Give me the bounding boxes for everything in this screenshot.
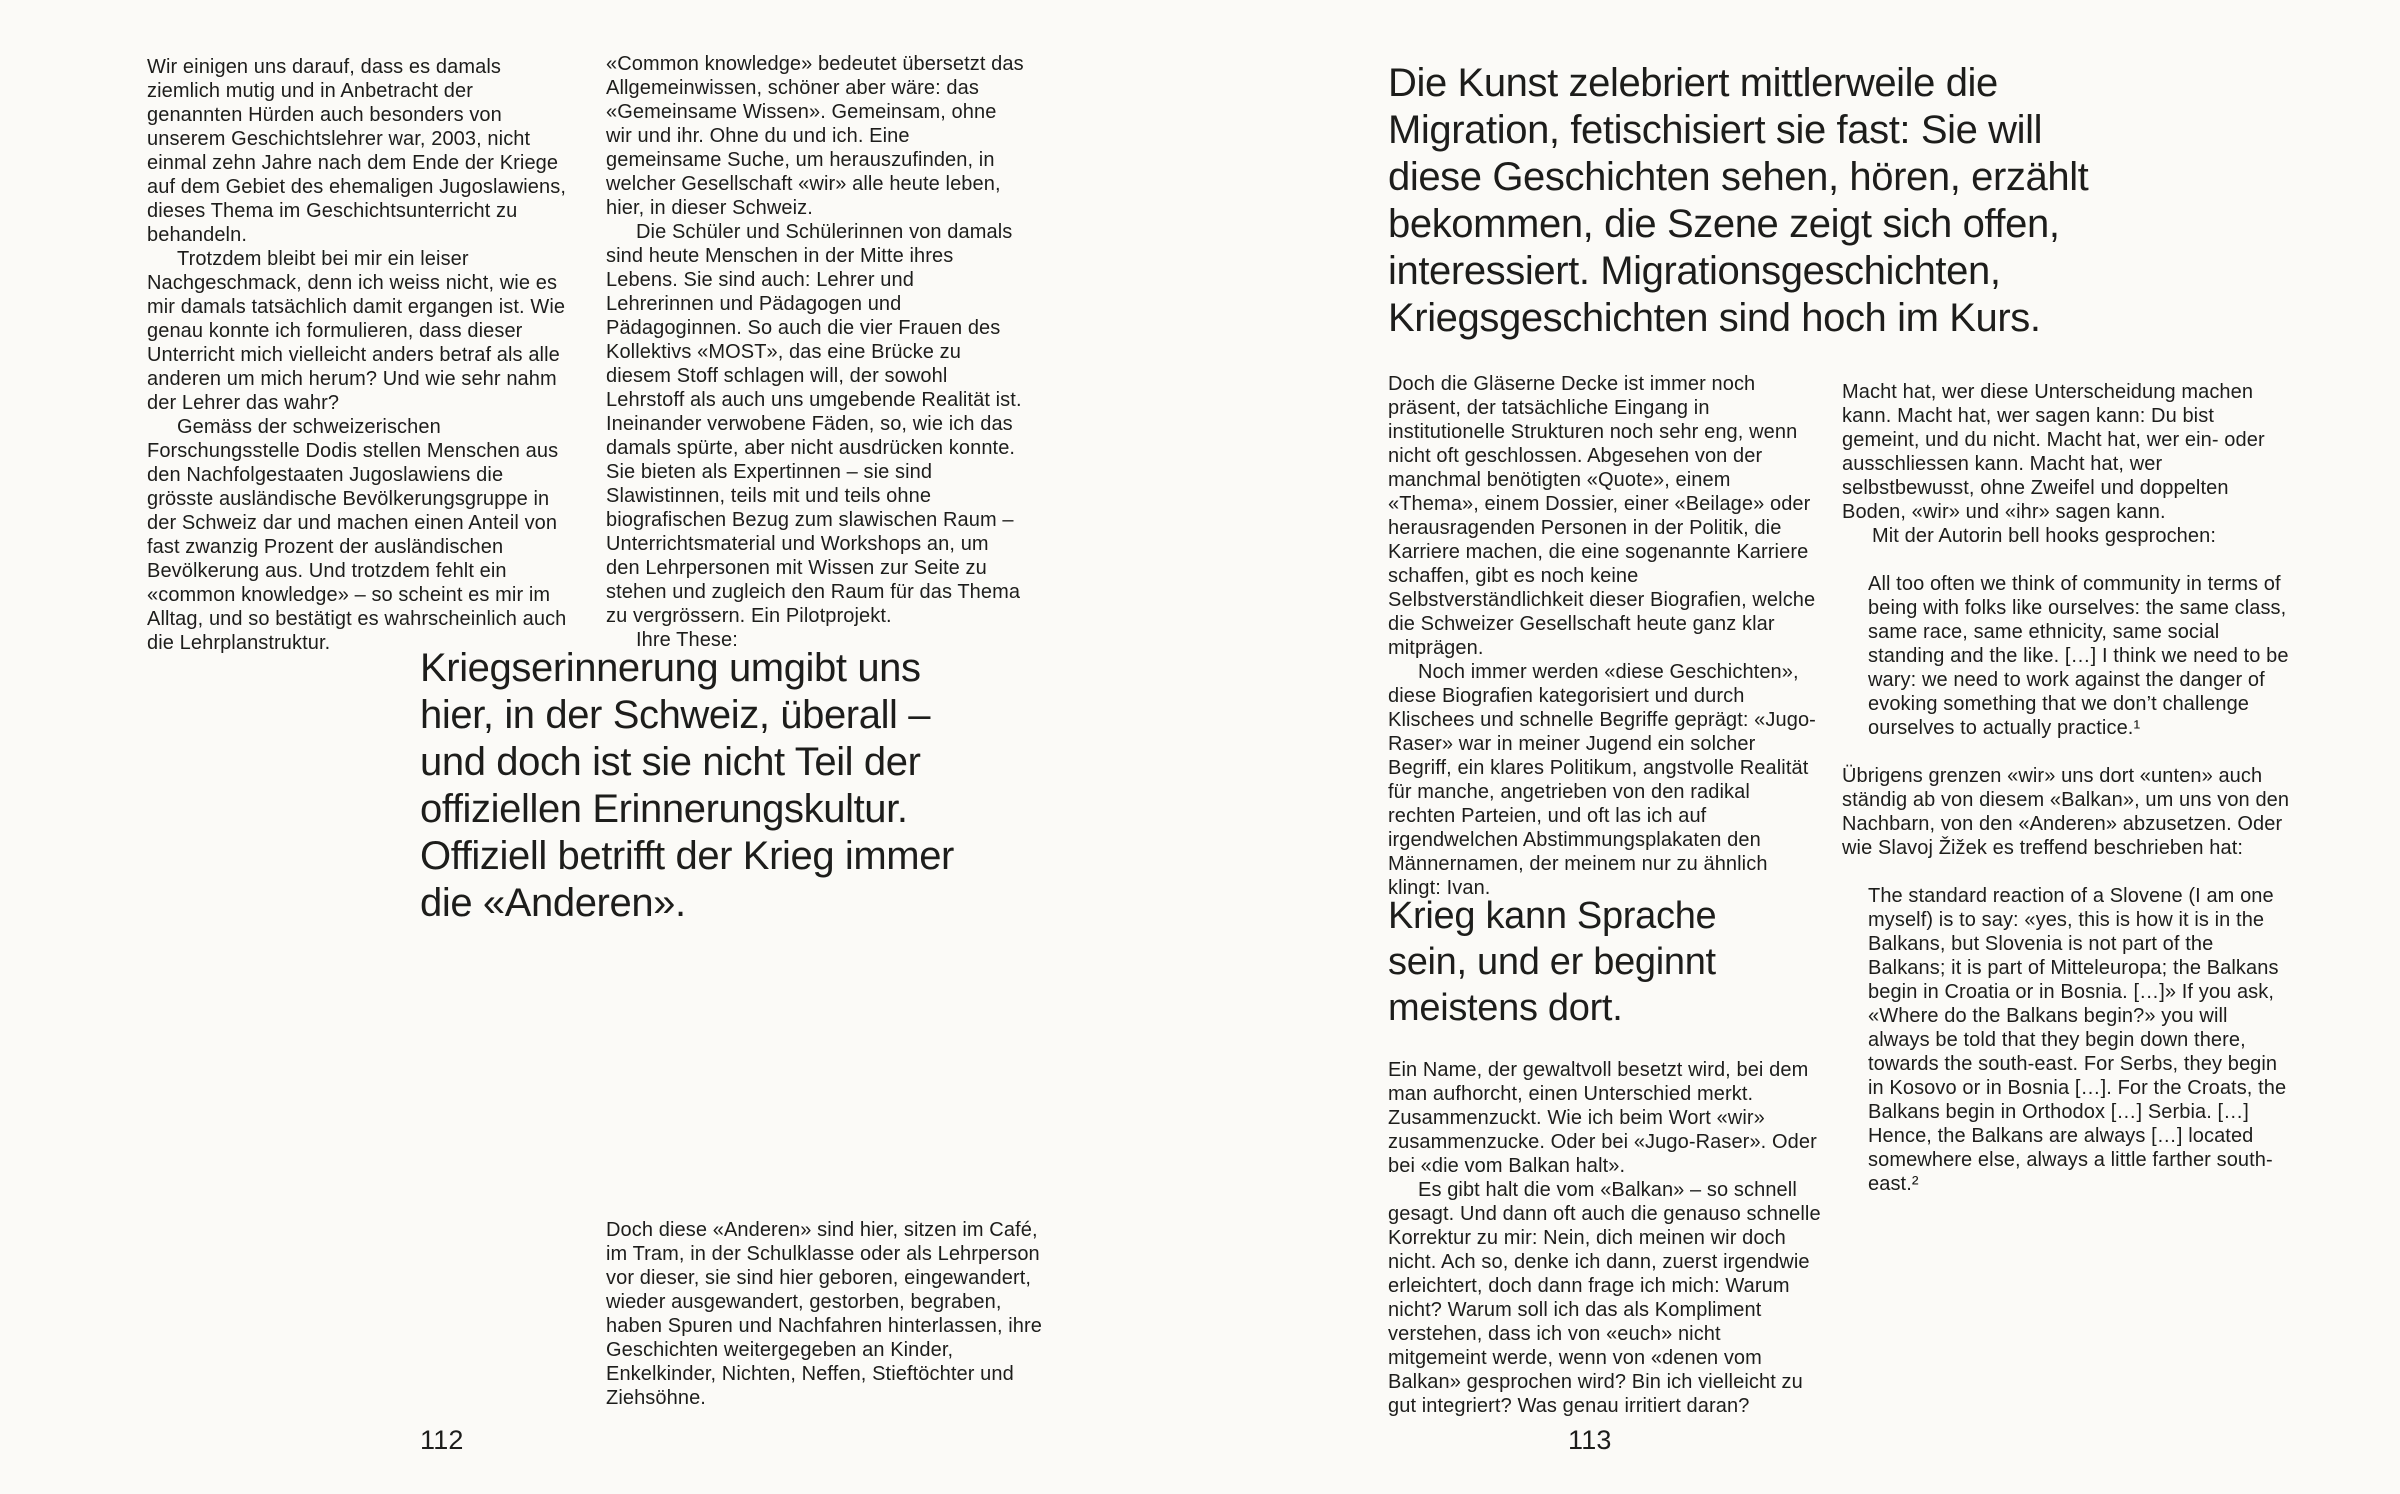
heading-line: Migration, fetischisiert sie fast: Sie will (1388, 108, 2043, 152)
body-paragraph: Doch diese «Anderen» sind hier, sitzen im Café, im Tram, in der Schulklasse oder als Lehrperson vor dieser, sie sind hier geboren, eingewandert, wieder ausgewandert, gestorben, begraben, haben Spuren und Nachfahren hinterlassen, ihre Geschichten weitergegeben an Kinder, Enkelkinder, Nichten, Neffen, Stieftöchter und Ziehsöhne. (606, 1219, 1043, 1409)
body-paragraph: Ihre These: (636, 629, 738, 651)
right-column-1-bottom (1388, 1058, 1822, 1418)
heading-line: Die Kunst zelebriert mittlerweile die (1388, 61, 1998, 105)
body-paragraph: Gemäss der schweizerischen Forschungsstelle Dodis stellen Menschen aus den Nachfolgestaaten Jugoslawiens die grösste ausländische Bevölkerungsgruppe in der Schweiz dar und machen einen Anteil von fast zwanzig Prozent der ausländischen Bevölkerung aus. Und trotzdem fehlt ein «common knowledge» – so scheint es mir im Alltag, und so bestätigt es wahrscheinlich auch die Lehrplanstruktur. (147, 416, 567, 654)
pull-quote-line: und doch ist sie nicht Teil der (420, 740, 921, 784)
pull-quote-line: Offiziell betrifft der Krieg immer (420, 834, 954, 878)
heading-line: interessiert. Migrationsgeschichten, (1388, 249, 2001, 293)
quote-zizek: The standard reaction of a Slovene (I am one myself) is to say: «yes, this is how it is in the Balkans, but Slovenia is not part of the Balkans; it is part of Mitteleuropa; the Balkans begin in Croatia or in Bosnia. […]» If you ask, «Where do the Balkans begin?» you will always be told that they begin down there, towards the south-east. For Serbs, they begin in Kosovo or in Bosnia […]. For the Croats, the Balkans begin in Orthodox […] Serbia. […] Hence, the Balkans are always […] located somewhere else, always a little farther south-east.² (1868, 885, 2287, 1195)
body-paragraph: Doch die Gläserne Decke ist immer noch präsent, der tatsächliche Eingang in institutionelle Strukturen noch sehr eng, wenn nicht oft geschlossen. Abgesehen von der manchmal benötigten «Quote», einem «Thema», einem Dossier, einer «Beilage» oder herausragenden Personen in der Politik, die Karriere machen, die eine sogenannte Karriere schaffen, gibt es noch keine Selbstverständlichkeit dieser Biografien, welche die Schweizer Gesellschaft heute ganz klar mitprägen. (1388, 373, 1816, 659)
body-paragraph: Trotzdem bleibt bei mir ein leiser Nachgeschmack, denn ich weiss nicht, wie es mir damals tatsächlich damit ergangen ist. Wie genau konnte ich formulieren, dass dieser Unterricht mich vielleicht anders betraf als alle anderen um mich herum? Und wie sehr nahm der Lehrer das wahr? (147, 248, 566, 414)
quote-bell-hooks: All too often we think of community in terms of being with folks like ourselves: the same class, same race, same ethnicity, same social standing and the like. […] I think we need to be wary: we need to work against the danger of evoking something that we don’t challenge ourselves to actually practice.¹ (1868, 573, 2289, 739)
body-paragraph: Die Schüler und Schülerinnen von damals sind heute Menschen in der Mitte ihres Lebens. Sie sind auch: Lehrer und Lehrerinnen und Pädagogen und Pädagoginnen. So auch die vier Frauen des Kollektivs «MOST», das eine Brücke zu diesem Stoff schlagen will, der sowohl Lehrstoff als auch uns umgebende Realität ist. Ineinander verwobene Fäden, so, wie ich das damals spürte, aber nicht ausdrücken konnte. Sie bieten als Expertinnen – sie sind Slawistinnen, teils mit und teils ohne biografischen Bezug zum slawischen Raum – Unterrichtsmaterial und Workshops an, um den Lehrpersonen mit Wissen zur Seite zu stehen und zugleich den Raum für das Thema zu vergrössern. Ein Pilotprojekt. (606, 221, 1022, 627)
page-heading (1388, 60, 2288, 342)
heading-line: bekommen, die Szene zeigt sich offen, (1388, 202, 2060, 246)
page-number-right: 113 (1568, 1425, 1612, 1455)
pull-quote-line: die «Anderen». (420, 881, 686, 925)
body-paragraph: Mit der Autorin bell hooks gesprochen: (1872, 525, 2216, 547)
section-subheading (1388, 893, 1858, 1031)
pull-quote (420, 645, 1120, 927)
left-column-1 (147, 55, 571, 655)
pull-quote-line: offiziellen Erinnerungskultur. (420, 787, 908, 831)
left-column-2 (606, 52, 1026, 652)
subheading-line: sein, und er beginnt (1388, 941, 1716, 983)
right-column-2 (1842, 380, 2292, 1196)
pull-quote-line: Kriegserinnerung umgibt uns (420, 646, 921, 690)
left-bottom-paragraph-block (606, 1218, 1058, 1410)
right-column-1-top (1388, 372, 1818, 900)
body-paragraph: Wir einigen uns darauf, dass es damals ziemlich mutig und in Anbetracht der genannten Hürden auch besonders von unserem Geschichtslehrer war, 2003, nicht einmal zehn Jahre nach dem Ende der Kriege auf dem Gebiet des ehemaligen Jugoslawiens, dieses Thema im Geschichtsunterricht zu behandeln. (147, 56, 566, 246)
body-paragraph: «Common knowledge» bedeutet übersetzt das Allgemeinwissen, schöner aber wäre: das «Gemeinsame Wissen». Gemeinsam, ohne wir und ihr. Ohne du und ich. Eine gemeinsame Suche, um herauszufinden, in welcher Gesellschaft «wir» alle heute leben, hier, in dieser Schweiz. (606, 53, 1024, 219)
heading-line: Kriegsgeschichten sind hoch im Kurs. (1388, 296, 2041, 340)
body-paragraph: Macht hat, wer diese Unterscheidung machen kann. Macht hat, wer sagen kann: Du bist gemeint, und du nicht. Macht hat, wer ein- oder ausschliessen kann. Macht hat, wer selbstbewusst, ohne Zweifel und doppelten Boden, «wir» und «ihr» sagen kann. (1842, 381, 2265, 523)
subheading-line: meistens dort. (1388, 987, 1623, 1029)
body-paragraph: Übrigens grenzen «wir» uns dort «unten» auch ständig ab von diesem «Balkan», um uns von den Nachbarn, von den «Anderen» abzusetzen. Oder wie Slavoj Žižek es treffend beschrieben hat: (1842, 765, 2290, 859)
body-paragraph: Noch immer werden «diese Geschichten», diese Biografien kategorisiert und durch Klischees und schnelle Begriffe geprägt: «Jugo-Raser» war in meiner Jugend ein solcher Begriff, ein klares Politikum, angstvolle Realität für manche, angetrieben von den radikal rechten Parteien, und oft las ich auf irgendwelchen Abstimmungsplakaten den Männernamen, der meinem nur zu ähnlich klingt: Ivan. (1388, 661, 1816, 899)
page-number-left: 112 (420, 1425, 464, 1455)
body-paragraph: Es gibt halt die vom «Balkan» – so schnell gesagt. Und dann oft auch die genauso schnelle Korrektur zu mir: Nein, dich meinen wir doch nicht. Ach so, denke ich dann, zuerst irgendwie erleichtert, doch dann frage ich mich: Warum nicht? Warum soll ich das als Kompliment verstehen, dass ich von «euch» nicht mitgemeint werde, wenn von «denen vom Balkan» gesprochen wird? Bin ich vielleicht zu gut integriert? Was genau irritiert daran? (1388, 1179, 1821, 1417)
heading-line: diese Geschichten sehen, hören, erzählt (1388, 155, 2089, 199)
subheading-line: Krieg kann Sprache (1388, 895, 1717, 937)
pull-quote-line: hier, in der Schweiz, überall – (420, 693, 931, 737)
body-paragraph: Ein Name, der gewaltvoll besetzt wird, bei dem man aufhorcht, einen Unterschied merkt. Zusammenzuckt. Wie ich beim Wort «wir» zusammenzucke. Oder bei «Jugo-Raser». Oder bei «die vom Balkan halt». (1388, 1059, 1817, 1177)
